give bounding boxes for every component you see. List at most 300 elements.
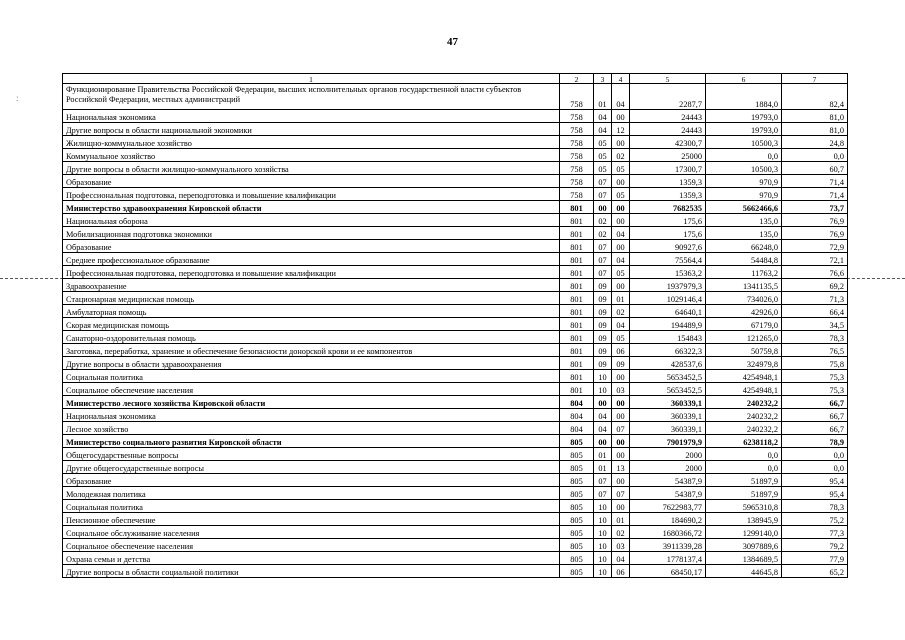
- row-name: Функционирование Правительства Российской Федерации, высших исполнительных органов государственной власти субъектов Российской Федерации, местных администраций: [63, 84, 560, 110]
- row-code: 758: [560, 136, 594, 149]
- table-row: [63, 565, 848, 578]
- row-plan-value: 360339,1: [630, 422, 706, 435]
- row-section: 10: [594, 370, 612, 383]
- row-code: 805: [560, 435, 594, 448]
- table-row: [63, 344, 848, 357]
- row-percent: 73,7: [782, 201, 848, 214]
- row-percent: 77,9: [782, 552, 848, 565]
- row-actual-value: 19793,0: [706, 110, 782, 123]
- row-subsection: 07: [612, 487, 630, 500]
- row-section: 09: [594, 292, 612, 305]
- row-subsection: 01: [612, 513, 630, 526]
- row-plan-value: 360339,1: [630, 409, 706, 422]
- row-section: 10: [594, 500, 612, 513]
- row-plan-value: 1359,3: [630, 188, 706, 201]
- row-code: 801: [560, 357, 594, 370]
- row-actual-value: 1884,0: [706, 84, 782, 110]
- row-section: 07: [594, 487, 612, 500]
- row-name: Санаторно-оздоровительная помощь: [63, 331, 560, 344]
- budget-table-body: [63, 74, 848, 578]
- row-plan-value: 2000: [630, 461, 706, 474]
- row-subsection: 00: [612, 396, 630, 409]
- row-plan-value: 2000: [630, 448, 706, 461]
- column-number: 4: [612, 74, 630, 84]
- table-row: [63, 448, 848, 461]
- table-row: [63, 149, 848, 162]
- row-name: Общегосударственные вопросы: [63, 448, 560, 461]
- row-percent: 66,7: [782, 409, 848, 422]
- row-name: Коммунальное хозяйство: [63, 149, 560, 162]
- row-section: 09: [594, 318, 612, 331]
- row-code: 758: [560, 84, 594, 110]
- row-percent: 65,2: [782, 565, 848, 578]
- table-row: [63, 201, 848, 214]
- row-name: Лесное хозяйство: [63, 422, 560, 435]
- row-section: 04: [594, 422, 612, 435]
- budget-table: [62, 73, 848, 578]
- column-number: 2: [560, 74, 594, 84]
- row-code: 801: [560, 279, 594, 292]
- row-percent: 66,4: [782, 305, 848, 318]
- row-plan-value: 194489,9: [630, 318, 706, 331]
- row-code: 805: [560, 461, 594, 474]
- row-name: Другие вопросы в области жилищно-коммунального хозяйства: [63, 162, 560, 175]
- row-percent: 75,3: [782, 370, 848, 383]
- row-subsection: 05: [612, 162, 630, 175]
- row-subsection: 03: [612, 539, 630, 552]
- row-actual-value: 970,9: [706, 188, 782, 201]
- row-actual-value: 67179,0: [706, 318, 782, 331]
- row-percent: 76,9: [782, 227, 848, 240]
- row-actual-value: 51897,9: [706, 474, 782, 487]
- row-actual-value: 10500,3: [706, 162, 782, 175]
- row-name: Стационарная медицинская помощь: [63, 292, 560, 305]
- row-code: 758: [560, 162, 594, 175]
- row-section: 10: [594, 552, 612, 565]
- column-number: 7: [782, 74, 848, 84]
- table-row: [63, 162, 848, 175]
- row-percent: 78,9: [782, 435, 848, 448]
- row-subsection: 05: [612, 331, 630, 344]
- row-percent: 81,0: [782, 110, 848, 123]
- row-percent: 0,0: [782, 461, 848, 474]
- row-subsection: 00: [612, 136, 630, 149]
- row-section: 10: [594, 539, 612, 552]
- row-section: 07: [594, 474, 612, 487]
- row-plan-value: 154843: [630, 331, 706, 344]
- row-percent: 78,3: [782, 331, 848, 344]
- row-subsection: 04: [612, 552, 630, 565]
- row-name: Молодежная политика: [63, 487, 560, 500]
- row-code: 801: [560, 227, 594, 240]
- row-actual-value: 135,0: [706, 214, 782, 227]
- row-plan-value: 54387,9: [630, 487, 706, 500]
- row-name: Социальное обслуживание населения: [63, 526, 560, 539]
- row-code: 801: [560, 305, 594, 318]
- row-actual-value: 138945,9: [706, 513, 782, 526]
- row-percent: 95,4: [782, 487, 848, 500]
- row-actual-value: 970,9: [706, 175, 782, 188]
- row-actual-value: 1384689,5: [706, 552, 782, 565]
- row-code: 805: [560, 565, 594, 578]
- table-row: [63, 552, 848, 565]
- row-name: Социальная политика: [63, 370, 560, 383]
- row-percent: 72,9: [782, 240, 848, 253]
- table-row: [63, 435, 848, 448]
- row-plan-value: 184690,2: [630, 513, 706, 526]
- row-actual-value: 135,0: [706, 227, 782, 240]
- row-plan-value: 1937979,3: [630, 279, 706, 292]
- row-subsection: 02: [612, 305, 630, 318]
- row-subsection: 00: [612, 370, 630, 383]
- row-plan-value: 1359,3: [630, 175, 706, 188]
- table-row: [63, 526, 848, 539]
- row-subsection: 13: [612, 461, 630, 474]
- row-actual-value: 54484,8: [706, 253, 782, 266]
- table-row: [63, 357, 848, 370]
- row-subsection: 09: [612, 357, 630, 370]
- row-actual-value: 5662466,6: [706, 201, 782, 214]
- row-name: Социальное обеспечение населения: [63, 383, 560, 396]
- row-actual-value: 240232,2: [706, 396, 782, 409]
- row-percent: 77,3: [782, 526, 848, 539]
- row-name: Амбулаторная помощь: [63, 305, 560, 318]
- row-plan-value: 1778137,4: [630, 552, 706, 565]
- row-plan-value: 64640,1: [630, 305, 706, 318]
- row-section: 04: [594, 409, 612, 422]
- row-subsection: 05: [612, 266, 630, 279]
- row-plan-value: 68450,17: [630, 565, 706, 578]
- table-row: [63, 383, 848, 396]
- row-subsection: 04: [612, 318, 630, 331]
- row-code: 801: [560, 253, 594, 266]
- row-name: Министерство здравоохранения Кировской области: [63, 201, 560, 214]
- table-row: [63, 253, 848, 266]
- row-name: Социальное обеспечение населения: [63, 539, 560, 552]
- row-percent: 76,6: [782, 266, 848, 279]
- row-code: 805: [560, 539, 594, 552]
- row-section: 00: [594, 396, 612, 409]
- row-subsection: 06: [612, 344, 630, 357]
- row-name: Мобилизационная подготовка экономики: [63, 227, 560, 240]
- row-code: 758: [560, 175, 594, 188]
- row-actual-value: 44645,8: [706, 565, 782, 578]
- row-plan-value: 75564,4: [630, 253, 706, 266]
- row-actual-value: 50759,8: [706, 344, 782, 357]
- row-section: 10: [594, 565, 612, 578]
- row-subsection: 00: [612, 474, 630, 487]
- row-section: 07: [594, 188, 612, 201]
- row-actual-value: 240232,2: [706, 422, 782, 435]
- row-name: Социальная политика: [63, 500, 560, 513]
- row-name: Пенсионное обеспечение: [63, 513, 560, 526]
- column-number: 1: [63, 74, 560, 84]
- row-percent: 81,0: [782, 123, 848, 136]
- row-subsection: 02: [612, 526, 630, 539]
- row-percent: 72,1: [782, 253, 848, 266]
- row-section: 09: [594, 305, 612, 318]
- row-percent: 82,4: [782, 84, 848, 110]
- row-plan-value: 25000: [630, 149, 706, 162]
- row-actual-value: 4254948,1: [706, 383, 782, 396]
- table-row: [63, 331, 848, 344]
- row-percent: 79,2: [782, 539, 848, 552]
- row-plan-value: 7622983,77: [630, 500, 706, 513]
- row-percent: 76,9: [782, 214, 848, 227]
- row-code: 801: [560, 318, 594, 331]
- row-subsection: 05: [612, 188, 630, 201]
- row-section: 10: [594, 513, 612, 526]
- row-subsection: 00: [612, 279, 630, 292]
- row-plan-value: 42300,7: [630, 136, 706, 149]
- row-section: 05: [594, 136, 612, 149]
- row-subsection: 00: [612, 435, 630, 448]
- row-code: 801: [560, 383, 594, 396]
- row-percent: 71,3: [782, 292, 848, 305]
- row-percent: 60,7: [782, 162, 848, 175]
- row-percent: 75,2: [782, 513, 848, 526]
- row-actual-value: 3097889,6: [706, 539, 782, 552]
- row-actual-value: 5965310,8: [706, 500, 782, 513]
- row-actual-value: 121265,0: [706, 331, 782, 344]
- table-row: [63, 136, 848, 149]
- row-name: Заготовка, переработка, хранение и обеспечение безопасности донорской крови и ее компонентов: [63, 344, 560, 357]
- row-name: Другие вопросы в области здравоохранения: [63, 357, 560, 370]
- row-subsection: 02: [612, 149, 630, 162]
- table-row: [63, 110, 848, 123]
- row-section: 01: [594, 461, 612, 474]
- row-percent: 0,0: [782, 448, 848, 461]
- row-subsection: 00: [612, 201, 630, 214]
- row-code: 805: [560, 487, 594, 500]
- row-section: 00: [594, 435, 612, 448]
- table-row: [63, 266, 848, 279]
- table-row: [63, 175, 848, 188]
- row-code: 758: [560, 188, 594, 201]
- row-name: Министерство социального развития Кировской области: [63, 435, 560, 448]
- row-section: 04: [594, 123, 612, 136]
- row-plan-value: 1029146,4: [630, 292, 706, 305]
- table-row: [63, 214, 848, 227]
- row-section: 00: [594, 201, 612, 214]
- row-plan-value: 2287,7: [630, 84, 706, 110]
- row-section: 09: [594, 344, 612, 357]
- table-row: [63, 513, 848, 526]
- row-name: Скорая медицинская помощь: [63, 318, 560, 331]
- row-actual-value: 66248,0: [706, 240, 782, 253]
- row-actual-value: 324979,8: [706, 357, 782, 370]
- row-subsection: 06: [612, 565, 630, 578]
- table-row: [63, 84, 848, 110]
- row-percent: 24,8: [782, 136, 848, 149]
- row-name: Профессиональная подготовка, переподготовка и повышение квалификации: [63, 266, 560, 279]
- row-subsection: 00: [612, 175, 630, 188]
- row-section: 07: [594, 175, 612, 188]
- table-row: [63, 422, 848, 435]
- row-subsection: 04: [612, 253, 630, 266]
- row-actual-value: 6238118,2: [706, 435, 782, 448]
- column-number: 3: [594, 74, 612, 84]
- row-plan-value: 5653452,5: [630, 383, 706, 396]
- row-section: 01: [594, 448, 612, 461]
- table-row: [63, 487, 848, 500]
- row-plan-value: 428537,6: [630, 357, 706, 370]
- row-plan-value: 1680366,72: [630, 526, 706, 539]
- row-percent: 75,3: [782, 383, 848, 396]
- row-plan-value: 7901979,9: [630, 435, 706, 448]
- row-actual-value: 42926,0: [706, 305, 782, 318]
- row-name: Национальная оборона: [63, 214, 560, 227]
- row-name: Образование: [63, 240, 560, 253]
- row-name: Среднее профессиональное образование: [63, 253, 560, 266]
- row-name: Здравоохранение: [63, 279, 560, 292]
- page-number: 47: [447, 36, 458, 48]
- row-subsection: 00: [612, 240, 630, 253]
- row-section: 09: [594, 331, 612, 344]
- row-actual-value: 10500,3: [706, 136, 782, 149]
- row-plan-value: 5653452,5: [630, 370, 706, 383]
- row-subsection: 00: [612, 448, 630, 461]
- row-name: Образование: [63, 175, 560, 188]
- row-code: 801: [560, 266, 594, 279]
- row-subsection: 03: [612, 383, 630, 396]
- row-percent: 78,3: [782, 500, 848, 513]
- row-subsection: 12: [612, 123, 630, 136]
- row-name: Жилищно-коммунальное хозяйство: [63, 136, 560, 149]
- row-code: 805: [560, 526, 594, 539]
- row-percent: 66,7: [782, 396, 848, 409]
- row-actual-value: 0,0: [706, 149, 782, 162]
- row-section: 09: [594, 279, 612, 292]
- row-name: Другие вопросы в области социальной политики: [63, 565, 560, 578]
- row-subsection: 04: [612, 84, 630, 110]
- row-subsection: 00: [612, 500, 630, 513]
- row-plan-value: 90927,6: [630, 240, 706, 253]
- row-section: 07: [594, 266, 612, 279]
- table-row: [63, 123, 848, 136]
- row-name: Охрана семьи и детства: [63, 552, 560, 565]
- table-row: [63, 396, 848, 409]
- row-code: 805: [560, 448, 594, 461]
- row-percent: 75,8: [782, 357, 848, 370]
- row-percent: 66,7: [782, 422, 848, 435]
- row-section: 07: [594, 253, 612, 266]
- table-row: [63, 240, 848, 253]
- row-section: 07: [594, 240, 612, 253]
- row-actual-value: 240232,2: [706, 409, 782, 422]
- row-code: 758: [560, 149, 594, 162]
- column-number: 6: [706, 74, 782, 84]
- row-plan-value: 175,6: [630, 214, 706, 227]
- row-actual-value: 51897,9: [706, 487, 782, 500]
- row-actual-value: 0,0: [706, 448, 782, 461]
- column-number: 5: [630, 74, 706, 84]
- row-plan-value: 7682535: [630, 201, 706, 214]
- row-percent: 0,0: [782, 149, 848, 162]
- row-subsection: 00: [612, 214, 630, 227]
- row-name: Министерство лесного хозяйства Кировской области: [63, 396, 560, 409]
- row-actual-value: 4254948,1: [706, 370, 782, 383]
- table-row: [63, 539, 848, 552]
- table-row: [63, 474, 848, 487]
- table-row: [63, 461, 848, 474]
- row-plan-value: 15363,2: [630, 266, 706, 279]
- row-code: 804: [560, 422, 594, 435]
- row-plan-value: 360339,1: [630, 396, 706, 409]
- row-subsection: 01: [612, 292, 630, 305]
- row-percent: 34,5: [782, 318, 848, 331]
- row-subsection: 04: [612, 227, 630, 240]
- table-row: [63, 500, 848, 513]
- row-code: 805: [560, 500, 594, 513]
- table-row: [63, 370, 848, 383]
- row-name: Национальная экономика: [63, 409, 560, 422]
- row-actual-value: 19793,0: [706, 123, 782, 136]
- row-code: 801: [560, 292, 594, 305]
- row-name: Другие вопросы в области национальной экономики: [63, 123, 560, 136]
- column-number-row: [63, 74, 848, 84]
- row-section: 05: [594, 162, 612, 175]
- table-row: [63, 188, 848, 201]
- table-row: [63, 409, 848, 422]
- row-code: 801: [560, 344, 594, 357]
- row-actual-value: 1299140,0: [706, 526, 782, 539]
- row-percent: 71,4: [782, 175, 848, 188]
- row-code: 805: [560, 474, 594, 487]
- row-code: 805: [560, 552, 594, 565]
- table-row: [63, 292, 848, 305]
- row-code: 801: [560, 201, 594, 214]
- row-code: 805: [560, 513, 594, 526]
- row-subsection: 00: [612, 409, 630, 422]
- row-name: Другие общегосударственные вопросы: [63, 461, 560, 474]
- table-row: [63, 279, 848, 292]
- row-section: 10: [594, 526, 612, 539]
- row-code: 801: [560, 240, 594, 253]
- row-code: 801: [560, 331, 594, 344]
- table-row: [63, 318, 848, 331]
- row-section: 02: [594, 214, 612, 227]
- row-actual-value: 734026,0: [706, 292, 782, 305]
- row-code: 804: [560, 409, 594, 422]
- row-code: 801: [560, 370, 594, 383]
- row-section: 05: [594, 149, 612, 162]
- row-section: 04: [594, 110, 612, 123]
- row-percent: 69,2: [782, 279, 848, 292]
- table-row: [63, 227, 848, 240]
- row-plan-value: 66322,3: [630, 344, 706, 357]
- row-name: Профессиональная подготовка, переподготовка и повышение квалификации: [63, 188, 560, 201]
- row-actual-value: 11763,2: [706, 266, 782, 279]
- row-section: 10: [594, 383, 612, 396]
- row-section: 09: [594, 357, 612, 370]
- row-code: 804: [560, 396, 594, 409]
- row-plan-value: 175,6: [630, 227, 706, 240]
- row-code: 758: [560, 110, 594, 123]
- row-actual-value: 1341135,5: [706, 279, 782, 292]
- row-plan-value: 24443: [630, 110, 706, 123]
- row-plan-value: 17300,7: [630, 162, 706, 175]
- row-section: 02: [594, 227, 612, 240]
- row-percent: 71,4: [782, 188, 848, 201]
- row-name: Образование: [63, 474, 560, 487]
- row-subsection: 00: [612, 110, 630, 123]
- row-code: 801: [560, 214, 594, 227]
- row-percent: 76,5: [782, 344, 848, 357]
- row-section: 01: [594, 84, 612, 110]
- row-name: Национальная экономика: [63, 110, 560, 123]
- row-plan-value: 24443: [630, 123, 706, 136]
